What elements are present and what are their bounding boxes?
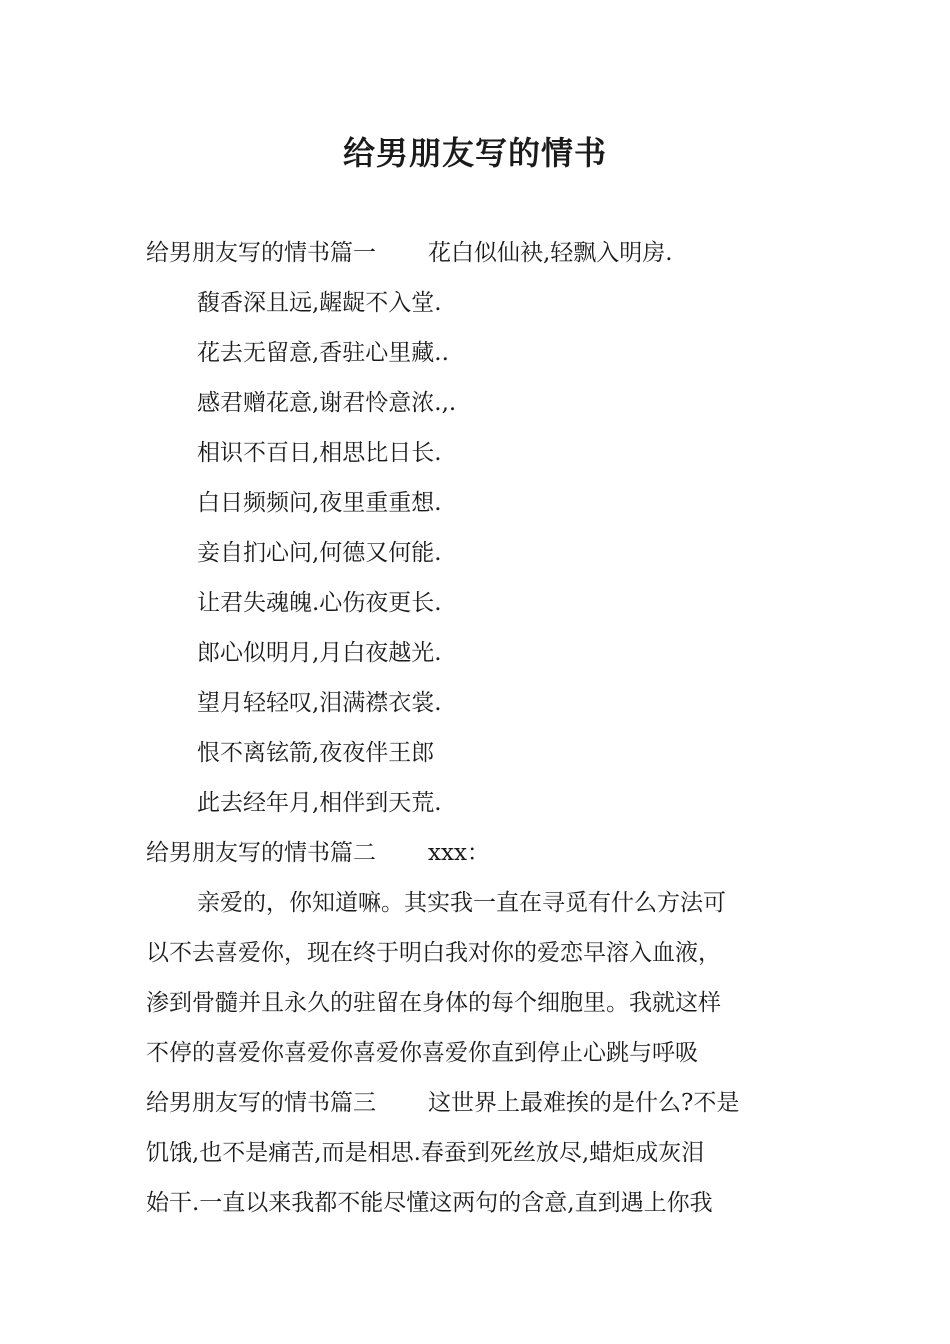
paragraph-line: 亲爱的，你知道嘛。其实我一直在寻觅有什么方法可: [197, 890, 726, 916]
section3-first-line: 这世界上最难挨的是什么?不是: [428, 1090, 740, 1116]
section2-heading-line: [146, 828, 806, 878]
document-body: [146, 228, 806, 1228]
section2-heading: 给男朋友写的情书篇二: [146, 840, 376, 866]
section3-heading: 给男朋友写的情书篇三: [146, 1090, 376, 1116]
section2-salutation: xxx：: [428, 840, 490, 866]
paragraph-line: 饥饿,也不是痛苦,而是相思.春蚕到死丝放尽,蜡炬成灰泪: [146, 1140, 705, 1166]
poem-line: 馥香深且远,龌龊不入堂.: [197, 290, 442, 316]
poem-line: 花去无留意,香驻心里藏..: [197, 340, 449, 366]
poem-line: 妾自扪心问,何德又何能.: [197, 540, 442, 566]
section1-first-line: 花白似仙袂,轻飘入明房.: [428, 240, 673, 266]
paragraph-line: 以不去喜爱你，现在终于明白我对你的爱恋早溶入血液，: [146, 940, 721, 966]
paragraph-line: 始干.一直以来我都不能尽懂这两句的含意,直到遇上你我: [146, 1190, 713, 1216]
poem-line: 相识不百日,相思比日长.: [197, 440, 442, 466]
document-title: 给男朋友写的情书: [342, 134, 607, 172]
section1-heading-line: [146, 228, 806, 278]
poem-line: 郎心似明月,月白夜越光.: [197, 640, 442, 666]
paragraph-line: 渗到骨髓并且永久的驻留在身体的每个细胞里。我就这样: [146, 990, 721, 1016]
poem-line: 白日频频问,夜里重重想.: [197, 490, 442, 516]
section1-heading: 给男朋友写的情书篇一: [146, 240, 376, 266]
poem-line: 感君赠花意,谢君怜意浓.,.: [197, 390, 457, 416]
poem-line: 恨不离铉箭,夜夜伴王郎: [197, 740, 435, 766]
poem-line: 望月轻轻叹,泪满襟衣裳.: [197, 690, 442, 716]
paragraph-line: 不停的喜爱你喜爱你喜爱你喜爱你直到停止心跳与呼吸: [146, 1040, 698, 1066]
poem-line: 此去经年月,相伴到天荒.: [197, 790, 442, 816]
poem-line: 让君失魂魄.心伤夜更长.: [197, 590, 442, 616]
section3-heading-line: [146, 1078, 806, 1128]
